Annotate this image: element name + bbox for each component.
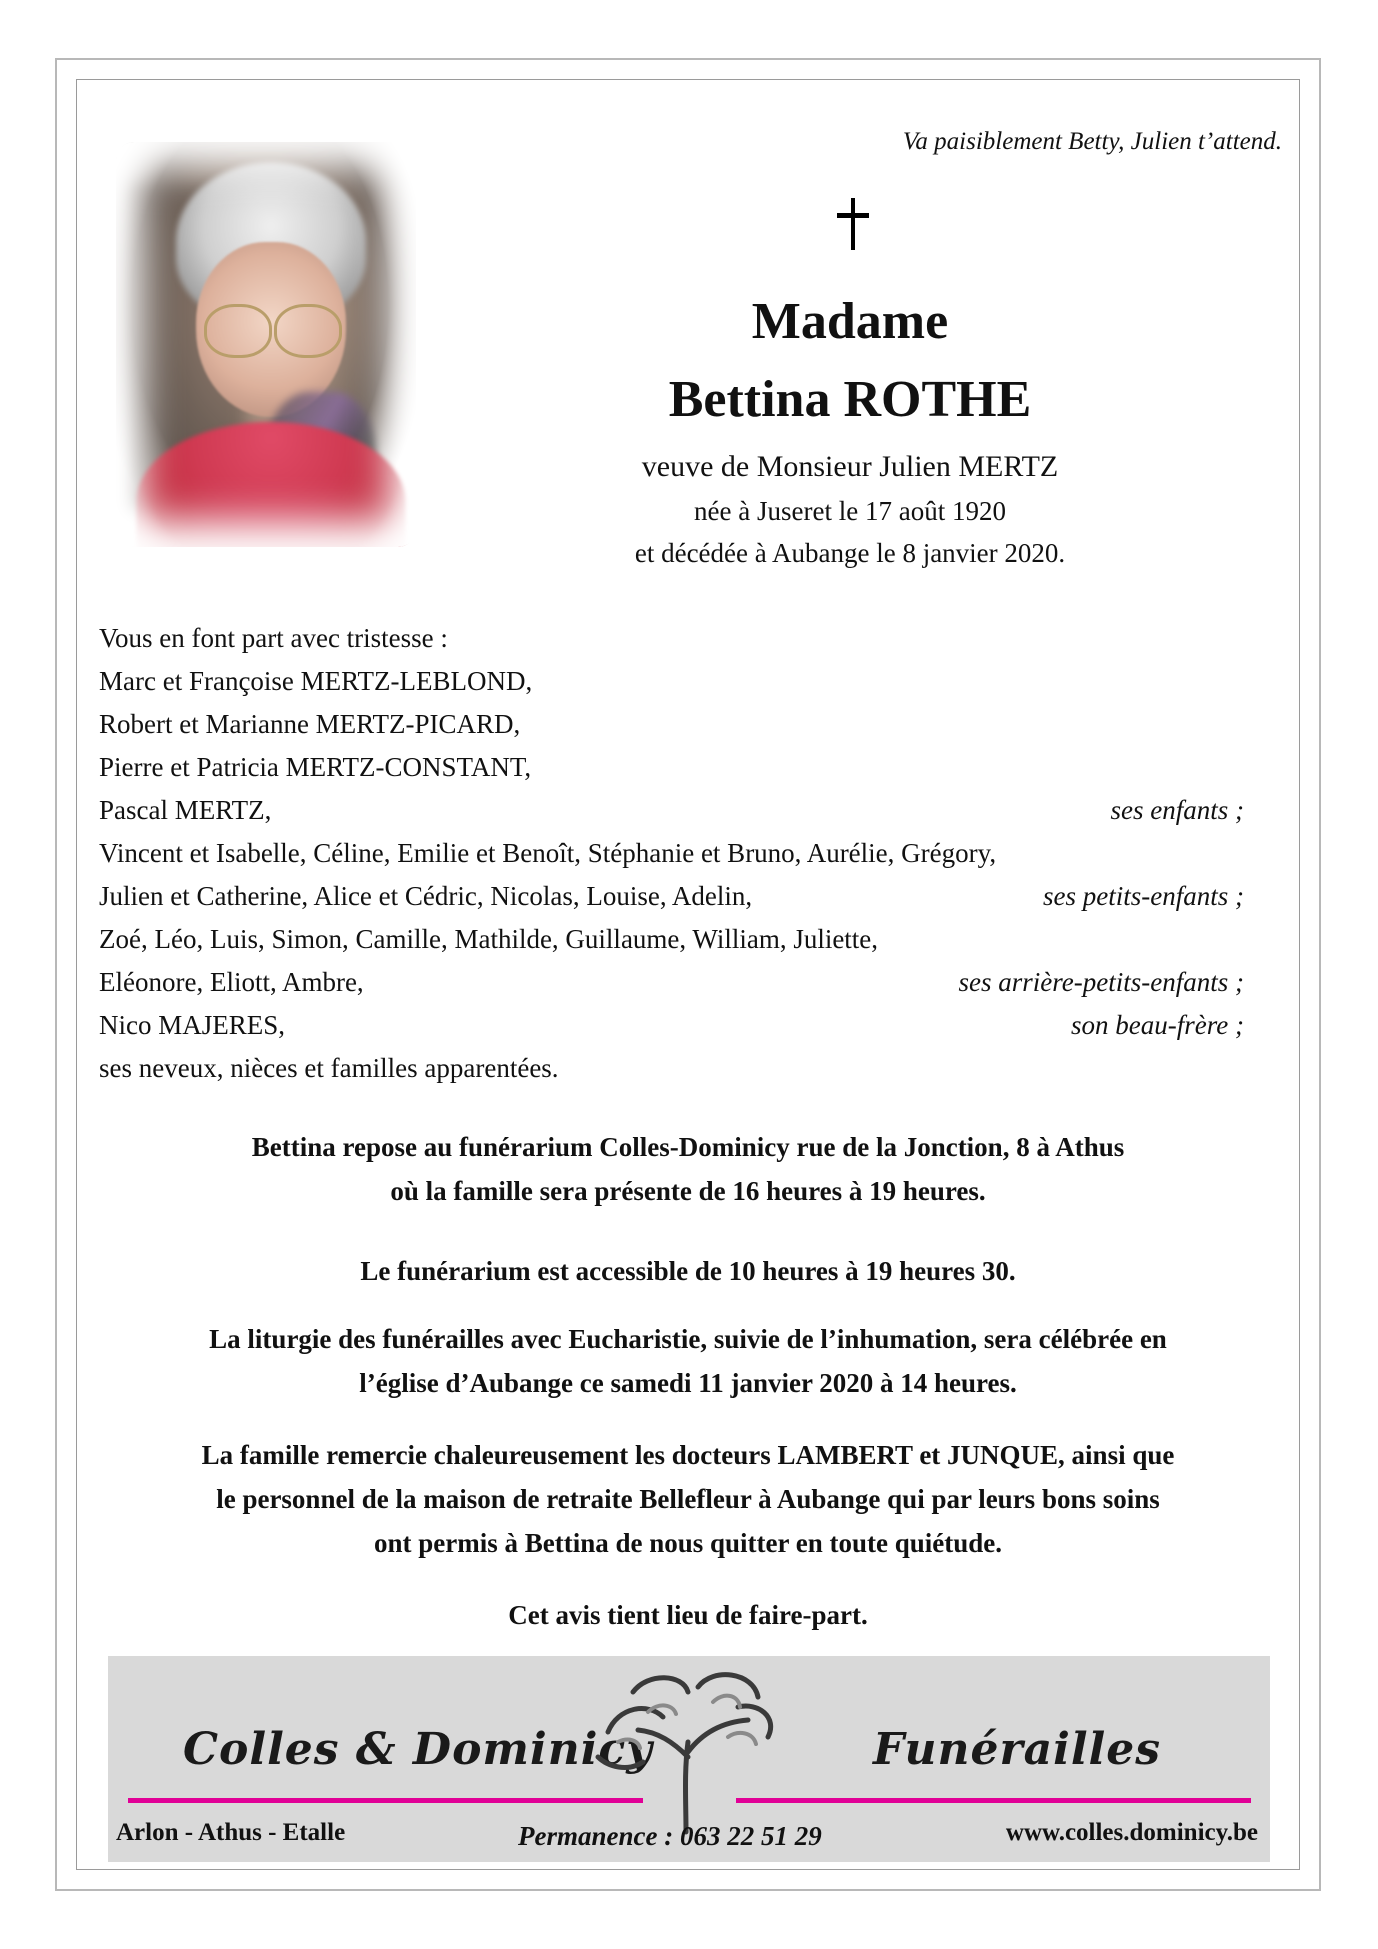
- brand-name: Colles & Dominicy: [183, 1724, 653, 1775]
- accent-line-right: [736, 1798, 1251, 1803]
- portrait-photo: [116, 142, 416, 547]
- family-row: Eléonore, Eliott, Ambre, ses arrière-petits-enfants ;: [99, 967, 1244, 997]
- family-row: Julien et Catherine, Alice et Cédric, Nicolas, Louise, Adelin, ses petits-enfants ;: [99, 881, 1244, 911]
- death-info: et décédée à Aubange le 8 janvier 2020.: [634, 538, 1066, 568]
- family-row: Vincent et Isabelle, Céline, Emilie et Benoît, Stéphanie et Bruno, Aurélie, Grégory,: [99, 838, 997, 868]
- family-row: Nico MAJERES, son beau-frère ;: [99, 1010, 1244, 1040]
- family-intro: Vous en font part avec tristesse :: [99, 623, 448, 653]
- birth-info: née à Juseret le 17 août 1920: [694, 496, 1006, 526]
- honorific: Madame: [751, 293, 949, 350]
- website-link[interactable]: www.colles.dominicy.be: [1005, 1819, 1258, 1846]
- thanks-notice: La famille remercie chaleureusement les docteurs LAMBERT et JUNQUE, ainsi que le personnel de la maison de retraite Bellefleur à Aubange qui par leurs bons soins ont permis à Bettina de nous quitter en toute quiétude.: [201, 1440, 1175, 1558]
- phone-line: Permanence : 063 22 51 29: [518, 1821, 822, 1851]
- family-row: Robert et Marianne MERTZ-PICARD,: [99, 709, 521, 739]
- family-list: [99, 617, 1244, 1090]
- family-row: Zoé, Léo, Luis, Simon, Camille, Mathilde, Guillaume, William, Juliette,: [99, 924, 879, 954]
- access-notice: Le funérarium est accessible de 10 heures à 19 heures 30.: [360, 1256, 1016, 1286]
- epigraph: Va paisiblement Betty, Julien t’attend.: [902, 128, 1282, 155]
- funeral-home-banner: [108, 1656, 1270, 1862]
- family-row: ses neveux, nièces et familles apparentées.: [99, 1053, 559, 1083]
- brand-service: Funérailles: [873, 1724, 1162, 1775]
- family-row: Marc et Françoise MERTZ-LEBLOND,: [99, 666, 533, 696]
- tree-logo-icon: [588, 1662, 788, 1837]
- widow-of: veuve de Monsieur Julien MERTZ: [641, 450, 1059, 483]
- closing-notice: Cet avis tient lieu de faire-part.: [508, 1600, 868, 1630]
- family-row: Pascal MERTZ, ses enfants ;: [99, 795, 1244, 825]
- liturgy-notice: La liturgie des funérailles avec Eucharistie, suivie de l’inhumation, sera célébrée en l’église d’Aubange ce samedi 11 janvier 2020 à 14 heures.: [209, 1324, 1167, 1398]
- accent-line-left: [128, 1798, 643, 1803]
- family-row: Pierre et Patricia MERTZ-CONSTANT,: [99, 752, 532, 782]
- locations: Arlon - Athus - Etalle: [116, 1819, 346, 1846]
- repose-notice: Bettina repose au funérarium Colles-Dominicy rue de la Jonction, 8 à Athus où la famille sera présente de 16 heures à 19 heures.: [251, 1132, 1125, 1206]
- deceased-name: Bettina ROTHE: [668, 371, 1032, 428]
